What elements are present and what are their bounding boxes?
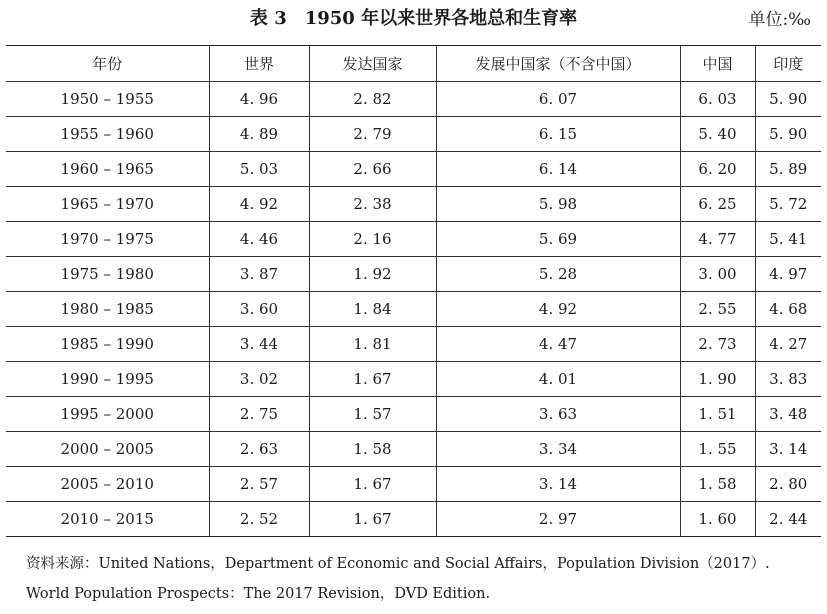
period-cell: 2010 – 2015 xyxy=(6,502,209,537)
rate-cell: 2. 97 xyxy=(436,502,680,537)
rate-cell: 6. 25 xyxy=(680,187,755,222)
rate-cell: 5. 41 xyxy=(755,222,821,257)
source-note: 资料来源：United Nations，Department of Economic and Social Affairs，Population Division（2017）. World Population Prospects：The 2017 Revision，DVD Edition. xyxy=(26,556,770,602)
rate-cell: 6. 14 xyxy=(436,152,680,187)
rate-cell: 5. 69 xyxy=(436,222,680,257)
rate-cell: 3. 14 xyxy=(755,432,821,467)
rate-cell: 1. 60 xyxy=(680,502,755,537)
rate-cell: 2. 16 xyxy=(309,222,436,257)
rate-cell: 5. 28 xyxy=(436,257,680,292)
table-row xyxy=(6,397,821,432)
rate-cell: 2. 38 xyxy=(309,187,436,222)
period-cell: 1970 – 1975 xyxy=(6,222,209,257)
rate-cell: 3. 60 xyxy=(209,292,309,327)
period-cell: 2005 – 2010 xyxy=(6,467,209,502)
table-row xyxy=(6,222,821,257)
rate-cell: 1. 55 xyxy=(680,432,755,467)
rate-cell: 3. 44 xyxy=(209,327,309,362)
period-cell: 1950 – 1955 xyxy=(6,82,209,117)
rate-cell: 5. 03 xyxy=(209,152,309,187)
rate-cell: 3. 00 xyxy=(680,257,755,292)
rate-cell: 4. 89 xyxy=(209,117,309,152)
rate-cell: 1. 67 xyxy=(309,467,436,502)
rate-cell: 4. 96 xyxy=(209,82,309,117)
table-row xyxy=(6,292,821,327)
rate-cell: 2. 57 xyxy=(209,467,309,502)
rate-cell: 4. 46 xyxy=(209,222,309,257)
rate-cell: 3. 63 xyxy=(436,397,680,432)
table-title: 表 3 1950 年以来世界各地总和生育率 xyxy=(249,8,578,29)
rate-cell: 1. 67 xyxy=(309,502,436,537)
rate-cell: 1. 90 xyxy=(680,362,755,397)
table-row xyxy=(6,187,821,222)
column-header: 年份 xyxy=(6,46,209,82)
rate-cell: 3. 02 xyxy=(209,362,309,397)
column-header: 发展中国家（不含中国） xyxy=(436,46,680,82)
rate-cell: 3. 87 xyxy=(209,257,309,292)
table-row xyxy=(6,502,821,537)
rate-cell: 5. 90 xyxy=(755,82,821,117)
rate-cell: 5. 90 xyxy=(755,117,821,152)
rate-cell: 4. 01 xyxy=(436,362,680,397)
table-row xyxy=(6,257,821,292)
rate-cell: 1. 92 xyxy=(309,257,436,292)
rate-cell: 2. 52 xyxy=(209,502,309,537)
period-cell: 1990 – 1995 xyxy=(6,362,209,397)
rate-cell: 3. 14 xyxy=(436,467,680,502)
rate-cell: 6. 07 xyxy=(436,82,680,117)
period-cell: 1965 – 1970 xyxy=(6,187,209,222)
column-header: 世界 xyxy=(209,46,309,82)
table-body xyxy=(6,82,821,537)
table-row xyxy=(6,152,821,187)
period-cell: 2000 – 2005 xyxy=(6,432,209,467)
rate-cell: 2. 73 xyxy=(680,327,755,362)
rate-cell: 2. 55 xyxy=(680,292,755,327)
rate-cell: 4. 92 xyxy=(209,187,309,222)
rate-cell: 2. 82 xyxy=(309,82,436,117)
rate-cell: 2. 44 xyxy=(755,502,821,537)
rate-cell: 3. 34 xyxy=(436,432,680,467)
unit-label: 单位:‰ xyxy=(748,10,811,30)
rate-cell: 3. 83 xyxy=(755,362,821,397)
table-row xyxy=(6,467,821,502)
table-row xyxy=(6,362,821,397)
rate-cell: 5. 40 xyxy=(680,117,755,152)
rate-cell: 5. 72 xyxy=(755,187,821,222)
rate-cell: 4. 77 xyxy=(680,222,755,257)
rate-cell: 6. 03 xyxy=(680,82,755,117)
rate-cell: 4. 97 xyxy=(755,257,821,292)
rate-cell: 1. 81 xyxy=(309,327,436,362)
rate-cell: 5. 89 xyxy=(755,152,821,187)
table-row xyxy=(6,327,821,362)
period-cell: 1980 – 1985 xyxy=(6,292,209,327)
rate-cell: 2. 63 xyxy=(209,432,309,467)
rate-cell: 4. 68 xyxy=(755,292,821,327)
rate-cell: 5. 98 xyxy=(436,187,680,222)
table-row xyxy=(6,117,821,152)
rate-cell: 4. 47 xyxy=(436,327,680,362)
column-header: 中国 xyxy=(680,46,755,82)
rate-cell: 6. 20 xyxy=(680,152,755,187)
rate-cell: 1. 57 xyxy=(309,397,436,432)
table-header-row xyxy=(6,46,821,82)
rate-cell: 1. 67 xyxy=(309,362,436,397)
rate-cell: 1. 58 xyxy=(309,432,436,467)
rate-cell: 1. 58 xyxy=(680,467,755,502)
period-cell: 1960 – 1965 xyxy=(6,152,209,187)
table-row xyxy=(6,82,821,117)
rate-cell: 2. 79 xyxy=(309,117,436,152)
rate-cell: 2. 66 xyxy=(309,152,436,187)
rate-cell: 4. 27 xyxy=(755,327,821,362)
column-header: 发达国家 xyxy=(309,46,436,82)
period-cell: 1975 – 1980 xyxy=(6,257,209,292)
period-cell: 1955 – 1960 xyxy=(6,117,209,152)
rate-cell: 2. 80 xyxy=(755,467,821,502)
table-row xyxy=(6,432,821,467)
period-cell: 1995 – 2000 xyxy=(6,397,209,432)
rate-cell: 2. 75 xyxy=(209,397,309,432)
fertility-rate-table xyxy=(6,45,821,537)
rate-cell: 4. 92 xyxy=(436,292,680,327)
column-header: 印度 xyxy=(755,46,821,82)
rate-cell: 6. 15 xyxy=(436,117,680,152)
rate-cell: 3. 48 xyxy=(755,397,821,432)
rate-cell: 1. 51 xyxy=(680,397,755,432)
rate-cell: 1. 84 xyxy=(309,292,436,327)
period-cell: 1985 – 1990 xyxy=(6,327,209,362)
